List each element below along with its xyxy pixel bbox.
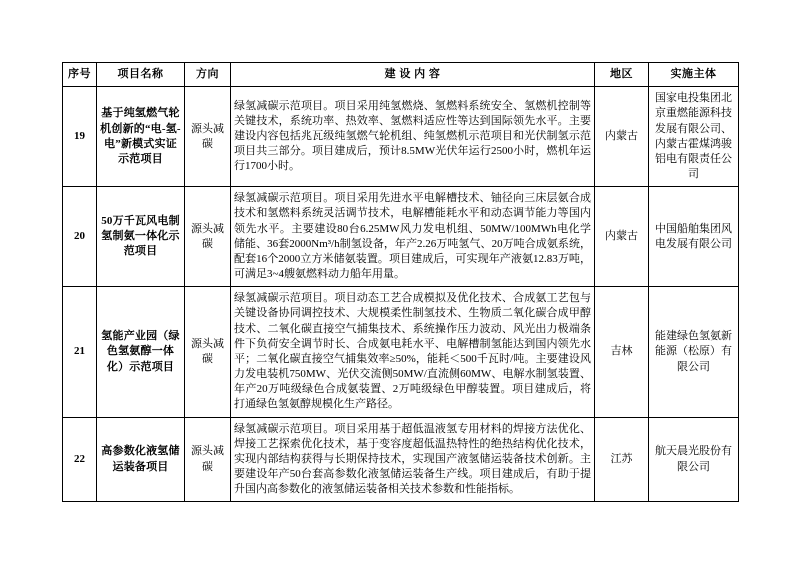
cell-project-name: 基于纯氢燃气轮机创新的“电-氢-电”新模式实证示范项目 [97, 87, 185, 187]
cell-construction-content: 绿氢减碳示范项目。项目动态工艺合成模拟及优化技术、合成氨工艺包与关键设备协同调控技术、大规模柔性制氢技术、生物质二氧化碳合成甲醇技术、二氧化碳直接空气捕集技术、系统操作压力波动、风光出力极端条件下负荷安全调节时长、合成氨电耗水平、电解槽制氢能达到国内领先水平；二氧化碳直接空气捕集效率≥50%，能耗＜500千瓦时/吨。主要建设风力发电装机750MW、光伏交流侧50MW/直流侧60MW、电解水制氢装置、年产20万吨级绿色合成氨装置、2万吨级绿色甲醇装置。项目建成后，将打通绿色氢氨醇规模化生产路径。 [231, 287, 595, 417]
table-row [63, 87, 739, 187]
cell-entity: 航天晨光股份有限公司 [649, 417, 739, 502]
cell-direction: 源头减碳 [185, 417, 231, 502]
table-row [63, 287, 739, 417]
cell-entity: 能建绿色氢氨新能源（松原）有限公司 [649, 287, 739, 417]
cell-region: 内蒙古 [595, 187, 649, 287]
table-container [62, 62, 738, 502]
cell-entity: 国家电投集团北京重燃能源科技发展有限公司、内蒙古霍煤鸿骏铝电有限责任公司 [649, 87, 739, 187]
cell-project-name: 氢能产业园（绿色氢氨醇一体化）示范项目 [97, 287, 185, 417]
cell-project-name: 50万千瓦风电制氢制氨一体化示范项目 [97, 187, 185, 287]
cell-direction: 源头减碳 [185, 187, 231, 287]
column-header-region: 地区 [595, 63, 649, 87]
project-list-table [62, 62, 739, 502]
cell-no: 22 [63, 417, 97, 502]
table-row [63, 187, 739, 287]
column-header-direction: 方向 [185, 63, 231, 87]
cell-direction: 源头减碳 [185, 87, 231, 187]
cell-project-name: 高参数化液氢储运装备项目 [97, 417, 185, 502]
cell-direction: 源头减碳 [185, 287, 231, 417]
column-header-project-name: 项目名称 [97, 63, 185, 87]
cell-region: 吉林 [595, 287, 649, 417]
cell-construction-content: 绿氢减碳示范项目。项目采用纯氢燃烧、氢燃料系统安全、氢燃机控制等关键技术，系统功率、热效率、氢燃料适应性等达到国际领先水平。主要建设内容包括兆瓦级纯氢燃气轮机组、纯氢燃机示范项目和光伏制氢示范项目共三部分。项目建成后，预计8.5MW光伏年运行2500小时，燃机年运行1700小时。 [231, 87, 595, 187]
table-body [63, 87, 739, 502]
cell-no: 19 [63, 87, 97, 187]
cell-entity: 中国船舶集团风电发展有限公司 [649, 187, 739, 287]
cell-no: 20 [63, 187, 97, 287]
cell-construction-content: 绿氢减碳示范项目。项目采用先进水平电解槽技术、铀径向三床层氨合成技术和氢燃料系统灵活调节技术，电解槽能耗水平和动态调节能力等国内领先水平。主要建设80台6.25MW风力发电机组、50MW/100MWh电化学储能、36套2000Nm³/h制氢设备，年产2.26万吨氢气、20万吨合成氨系统，配套16个2000立方米储氨装置。项目建成后，可实现年产液氨12.83万吨，可满足3~4艘氨燃料动力船年用量。 [231, 187, 595, 287]
table-row [63, 417, 739, 502]
cell-construction-content: 绿氢减碳示范项目。项目采用基于超低温液氢专用材料的焊接方法优化、焊接工艺探索优化技术，基于变容度超低温热特性的绝热结构优化技术，实现内部结构获得与长期保持技术，实现国产液氢储运装备技术创新。主要建设年产50台套高参数化液氢储运装备生产线。项目建成后，有助于提升国内高参数化的液氢储运装备相关技术参数和性能指标。 [231, 417, 595, 502]
column-header-no: 序号 [63, 63, 97, 87]
cell-no: 21 [63, 287, 97, 417]
column-header-construction-content: 建 设 内 容 [231, 63, 595, 87]
cell-region: 内蒙古 [595, 87, 649, 187]
column-header-entity: 实施主体 [649, 63, 739, 87]
table-header-row [63, 63, 739, 87]
cell-region: 江苏 [595, 417, 649, 502]
table-header [63, 63, 739, 87]
